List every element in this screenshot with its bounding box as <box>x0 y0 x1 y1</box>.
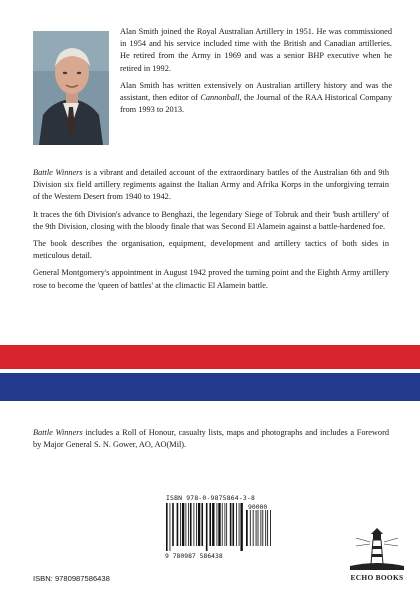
barcode-bar <box>226 503 227 546</box>
description-paragraph-2: It traces the 6th Division's advance to Benghazi, the legendary Siege of Tobruk and their 'bush artillery' of the 9th Division, closing with the bloody finale that was Second El Alamein against a battle-hardened foe. <box>33 209 389 231</box>
barcode-bar <box>225 503 226 546</box>
red-band <box>0 345 420 369</box>
barcode-bar <box>267 510 268 546</box>
author-portrait-image <box>33 31 109 145</box>
book-title-extras: Battle Winners <box>33 428 83 437</box>
description-paragraph-1 <box>33 167 389 204</box>
barcode-bar <box>250 510 251 546</box>
barcode-bar <box>222 503 223 546</box>
book-description <box>33 167 389 297</box>
barcode <box>164 494 274 564</box>
barcode-bars <box>166 503 244 551</box>
barcode-bar <box>260 510 261 546</box>
barcode-bar <box>201 503 203 546</box>
journal-title: Cannonball <box>200 93 240 103</box>
barcode-bar <box>270 510 271 546</box>
author-bio-paragraph-2 <box>120 80 392 117</box>
author-bio-text-end: , the Journal of the RAA Historical Company from 1993 to 2013. <box>120 93 392 115</box>
author-photo <box>33 31 109 145</box>
barcode-bar <box>209 503 211 546</box>
author-bio-text: Alan Smith has written extensively on Australian artillery history and was the assistant, then editor of <box>120 80 392 103</box>
book-title: Battle Winners <box>33 168 83 177</box>
barcode-bar <box>218 503 220 546</box>
barcode-bar <box>256 510 257 546</box>
barcode-ean-number: 9 780987 586438 <box>165 552 223 560</box>
barcode-bar <box>230 503 232 546</box>
barcode-bar <box>258 510 259 546</box>
description-paragraph-3: The book describes the organisation, equipment, development and artillery tactics of both sides in meticulous detail. <box>33 239 389 261</box>
barcode-bar <box>240 503 242 551</box>
barcode-bar <box>253 510 254 546</box>
barcode-bar <box>170 503 171 551</box>
lighthouse-icon <box>346 524 408 572</box>
barcode-isbn-label: ISBN 978-0-9875864-3-8 <box>166 494 256 502</box>
blue-band <box>0 373 420 401</box>
barcode-bar <box>232 503 234 546</box>
book-extras <box>33 427 389 451</box>
author-bio <box>120 26 392 121</box>
barcode-bar <box>180 503 181 546</box>
publisher-logo <box>346 524 408 588</box>
barcode-bar <box>198 503 200 546</box>
barcode-bar <box>186 503 187 546</box>
barcode-bar <box>188 503 189 546</box>
barcode-bar <box>206 503 208 551</box>
barcode-bar <box>217 503 218 546</box>
description-intro-text: is a vibrant and detailed account of the extraordinary battles of the Australian 6th and 9th Division six field artillery regiments against the Italian Army and Afrika Korps in the unforgiving terrain of the Western Desert from 1940 to 1942. <box>33 168 390 202</box>
extras-paragraph <box>33 427 389 451</box>
author-bio-paragraph-1: Alan Smith joined the Royal Australian Artillery in 1951. He was commissioned in 1954 and his service included time with the British and Canadian artilleries. He retired from the Army in 1969 and was a senior BHP executive when he retired in 1992. <box>120 27 392 73</box>
barcode-bar <box>190 503 192 546</box>
barcode-bar <box>236 503 237 546</box>
barcode-addon-number: 90000 <box>248 503 268 511</box>
barcode-bar <box>265 510 266 546</box>
barcode-bar <box>196 503 197 546</box>
barcode-bar <box>177 503 179 546</box>
barcode-bar <box>172 503 174 546</box>
barcode-addon-bars <box>246 510 272 551</box>
barcode-bar <box>262 510 263 546</box>
extras-text: includes a Roll of Honour, casualty lists, maps and photographs and includes a Foreword by Major General S. N. Gower, AO, AO(Mil). <box>33 428 389 450</box>
description-paragraph-4: General Montgomery's appointment in August 1942 proved the turning point and the Eighth Army artillery rose to become the 'queen of battles' at the climactic El Alamein battle. <box>33 268 389 290</box>
publisher-name: ECHO BOOKS <box>350 573 404 582</box>
barcode-bar <box>193 503 194 546</box>
barcode-bar <box>182 503 184 546</box>
isbn-footer: ISBN: 9780987586438 <box>33 574 110 583</box>
barcode-bar <box>246 510 248 546</box>
barcode-bar <box>166 503 168 551</box>
barcode-bar <box>239 503 240 546</box>
barcode-bar <box>212 503 214 546</box>
